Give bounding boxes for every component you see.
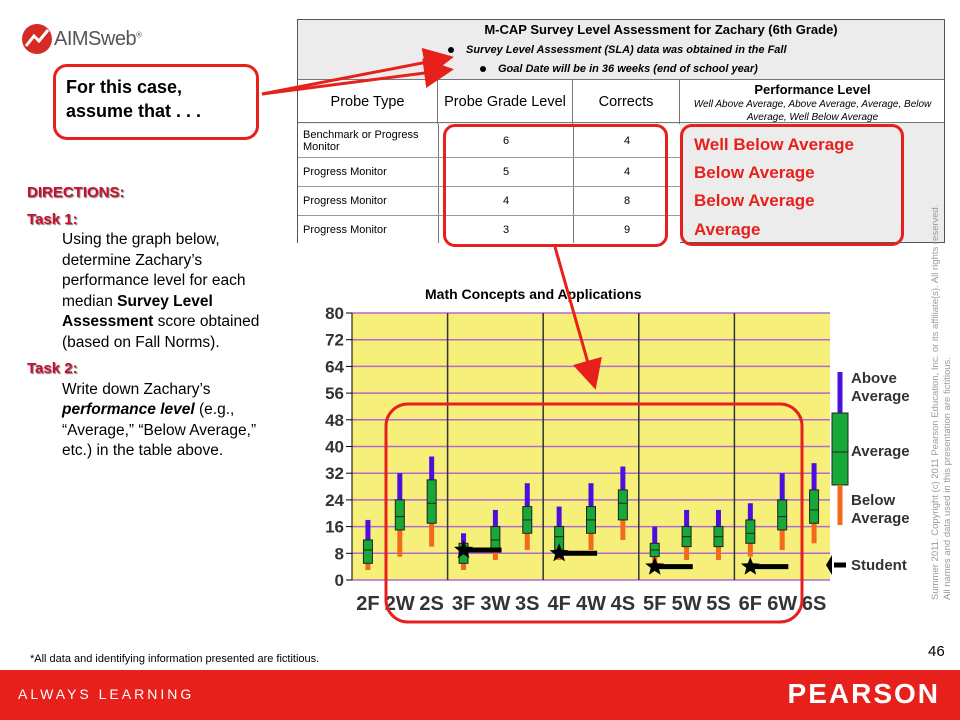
table-title: M-CAP Survey Level Assessment for Zachary (6th Grade) [484, 22, 838, 37]
legend-above-label: Above Average [851, 370, 910, 405]
y-tick-label: 64 [325, 357, 344, 377]
y-tick-label: 8 [334, 544, 344, 564]
cell-probe-type: Progress Monitor [303, 195, 387, 207]
task1-text: Using the graph below, determine Zachary’s performance level for each median Survey Level Assessment score obtained (based on Fall Norms). [62, 231, 260, 351]
x-tick-label: 4W [576, 593, 606, 615]
table-bullet: Survey Level Assessment (SLA) data was obtained in the Fall [448, 44, 787, 56]
y-tick-label: 56 [325, 384, 344, 404]
directions-heading: DIRECTIONS: [27, 184, 125, 201]
legend-average-label: Average [851, 443, 910, 460]
y-tick-label: 16 [325, 517, 344, 537]
box-body [363, 540, 372, 563]
performance-answer: Below Average [694, 191, 815, 210]
legend-below-label: Below Average [851, 492, 910, 527]
cell-grade: 5 [438, 158, 573, 186]
cell-corrects: 9 [573, 216, 680, 243]
header-corrects: Corrects [573, 80, 680, 124]
cell-grade: 6 [438, 124, 573, 157]
copyright-notice: Summer 2011. Copyright (c) 2011 Pearson Education, Inc. or its affiliate(s). All rights reserved. All names and data used in this presentation are fictitious. [930, 204, 953, 600]
task2-text: Write down Zachary’s performance level (e.g., “Average,” “Below Average,” etc.) in the table above. [62, 380, 257, 459]
task2-label: Task 2: [27, 360, 78, 377]
performance-answer: Average [694, 220, 761, 239]
cell-probe-type: Progress Monitor [303, 223, 387, 236]
box-body [491, 527, 500, 550]
box-body [810, 490, 819, 523]
y-tick-label: 40 [325, 437, 344, 457]
cell-corrects: 4 [573, 158, 680, 186]
legend-student-label: Student [851, 557, 907, 574]
x-tick-label: 5F [643, 593, 667, 615]
box-body [618, 490, 627, 520]
task1-label: Task 1: [27, 210, 78, 228]
logo-text: AIMSweb® [54, 28, 142, 50]
callout-arrow [262, 58, 448, 94]
x-tick-label: 6W [767, 593, 798, 615]
box-body [746, 520, 755, 543]
y-tick-label: 0 [334, 571, 344, 590]
performance-answer: Well Below Average [694, 135, 854, 154]
chart-title: Math Concepts and Applications [425, 286, 642, 302]
box-body [427, 480, 436, 523]
pearson-logo: PEARSON [787, 678, 940, 709]
cell-probe-type: Benchmark or Progress Monitor [303, 128, 419, 153]
page-number: 46 [928, 643, 945, 660]
y-tick-label: 80 [325, 304, 344, 323]
y-tick-label: 72 [325, 330, 344, 350]
cell-grade: 4 [438, 187, 573, 215]
cell-grade: 3 [438, 216, 573, 243]
legend-average-swatch [832, 413, 848, 485]
x-tick-label: 2W [384, 593, 415, 615]
x-tick-label: 6S [801, 593, 827, 615]
x-tick-label: 3W [480, 593, 511, 615]
y-tick-label: 24 [325, 490, 344, 510]
table-bullet: Goal Date will be in 36 weeks (end of school year) [480, 63, 758, 75]
callout-text: For this case, assume that . . . [66, 77, 202, 121]
box-body [778, 500, 787, 530]
x-tick-label: 3F [451, 593, 476, 615]
x-tick-label: 3S [515, 593, 540, 615]
cell-corrects: 4 [573, 124, 680, 157]
x-tick-label: 5W [671, 593, 702, 615]
x-tick-label: 5S [706, 593, 731, 615]
performance-title: Performance Level [754, 81, 871, 97]
header-probe-grade: Probe Grade Level [438, 80, 573, 124]
y-tick-label: 48 [325, 410, 344, 430]
footer-tagline: ALWAYS LEARNING [18, 686, 195, 702]
box-body [395, 500, 404, 530]
x-tick-label: 6F [738, 593, 763, 615]
performance-options: Well Above Average, Above Average, Average, Below Average, Well Below Average [693, 98, 932, 123]
cell-probe-type: Progress Monitor [303, 166, 387, 178]
y-tick-label: 32 [325, 464, 344, 484]
x-tick-label: 4S [610, 593, 636, 615]
footnote: *All data and identifying information presented are fictitious. [30, 653, 320, 665]
performance-answer: Below Average [694, 163, 815, 182]
callout-arrow [262, 70, 448, 94]
footer-bar [0, 670, 960, 720]
cell-corrects: 8 [573, 187, 680, 215]
x-tick-label: 2F [356, 593, 380, 615]
header-probe-type: Probe Type [298, 80, 438, 124]
x-tick-label: 2S [419, 593, 444, 615]
x-tick-label: 4F [547, 593, 571, 615]
